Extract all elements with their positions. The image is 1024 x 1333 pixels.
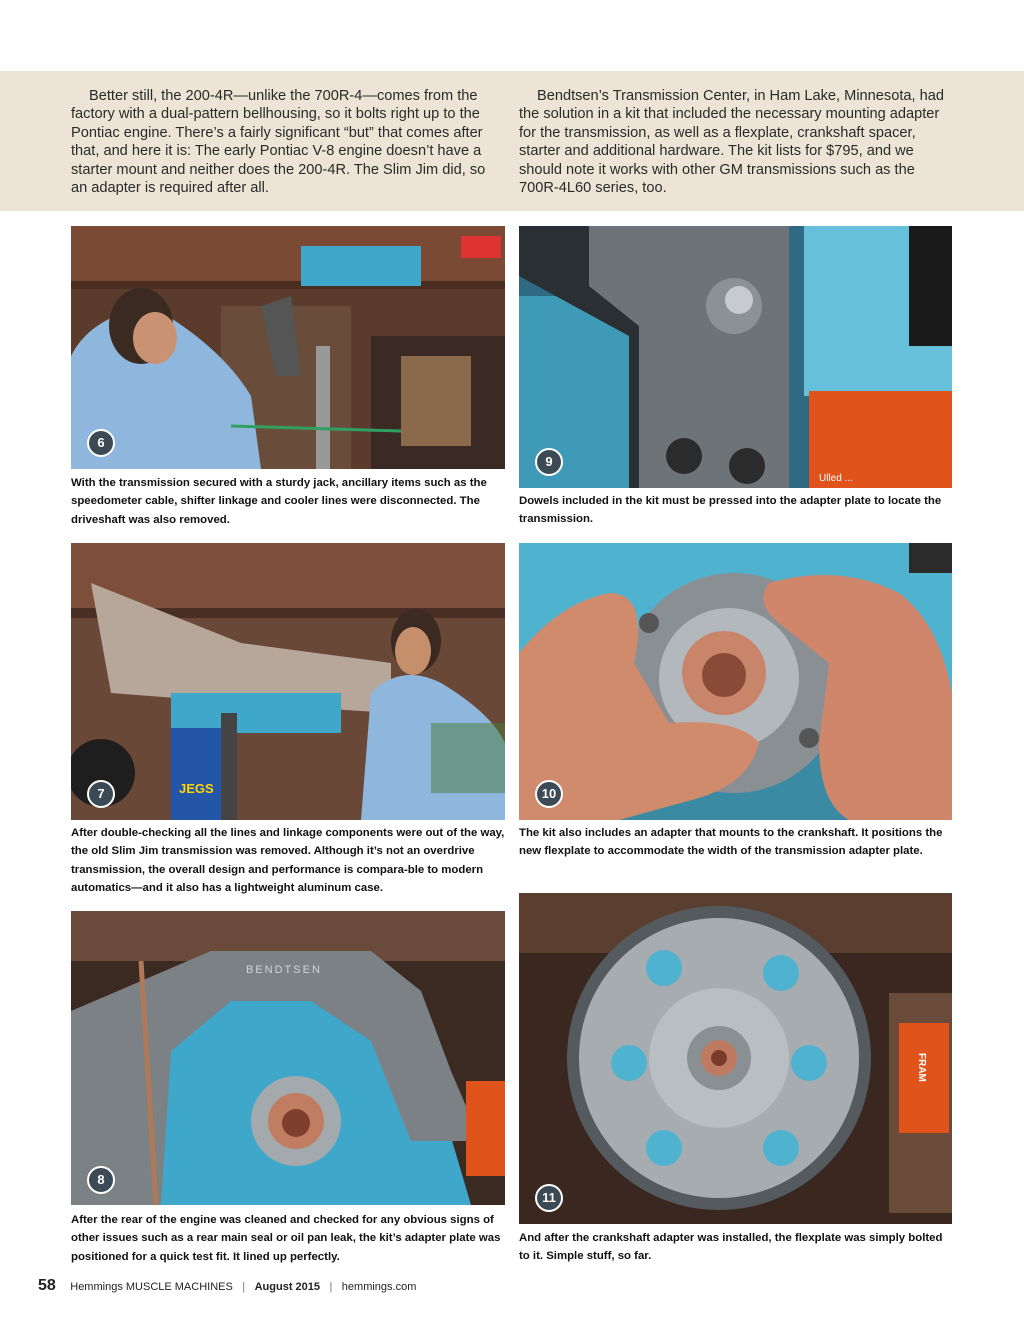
page-footer — [38, 1277, 416, 1297]
photo-caption: With the transmission secured with a sturdy jack, ancillary items such as the speedometer cable, shifter linkage and cooler lines were disconnected. The driveshaft was also removed. — [71, 477, 487, 526]
photo-number-badge: 7 — [87, 780, 115, 808]
photo-11 — [519, 893, 952, 1224]
magazine-name: Hemmings MUSCLE MACHINES — [70, 1281, 233, 1293]
filter-label: Ulled ... — [819, 473, 853, 484]
photo-9 — [519, 226, 952, 488]
photo-8 — [71, 911, 505, 1205]
photo-number-badge: 6 — [87, 429, 115, 457]
issue-date: August 2015 — [254, 1281, 321, 1293]
photo-number-badge: 8 — [87, 1166, 115, 1194]
photo-number-badge: 9 — [535, 448, 563, 476]
photo-7 — [71, 543, 505, 820]
footer-separator: | — [329, 1281, 333, 1293]
photo-caption: After double-checking all the lines and linkage components were out of the way, the old Slim Jim transmission was removed. Although it’s not an overdrive transmission, the overall design and performance is compara-ble to modern automatics—and it also has a lightweight aluminum case. — [71, 827, 505, 894]
photo-10 — [519, 543, 952, 820]
photo-number-badge: 10 — [535, 780, 563, 808]
intro-paragraph-left: Better still, the 200-4R—unlike the 700R-4—comes from the factory with a dual-pattern bellhousing, so it bolts right up to the Pontiac engine. There’s a fairly significant “but” that comes after that, and here it is: The early Pontiac V-8 engine doesn’t have a starter mount and neither does the 200-4R. The Slim Jim did, so an adapter is required after all. — [71, 88, 486, 197]
photo-caption: Dowels included in the kit must be pressed into the adapter plate to locate the transmission. — [519, 495, 942, 526]
photo-caption: The kit also includes an adapter that mounts to the crankshaft. It positions the new flexplate to accommodate the width of the transmission adapter plate. — [519, 827, 943, 858]
footer-separator: | — [242, 1281, 246, 1293]
photo-caption: After the rear of the engine was cleaned and checked for any obvious signs of other issues such as a rear main seal or oil pan leak, the kit’s adapter plate was positioned for a quick test fit. It lined up perfectly. — [71, 1214, 501, 1263]
plate-brand-text: BENDTSEN — [246, 964, 322, 976]
photo-number-badge: 11 — [535, 1184, 563, 1212]
jack-label: JEGS — [179, 781, 214, 796]
photo-6 — [71, 226, 505, 469]
photo-caption: And after the crankshaft adapter was installed, the flexplate was simply bolted to it. Simple stuff, so far. — [519, 1232, 943, 1263]
page-number: 58 — [38, 1277, 56, 1294]
website-text: hemmings.com — [341, 1281, 417, 1293]
intro-paragraph-right: Bendtsen’s Transmission Center, in Ham Lake, Minnesota, had the solution in a kit that included the necessary mounting adapter for the transmission, as well as a flexplate, crankshaft spacer, starter and additional hardware. The kit lists for $795, and we should note it works with other GM transmissions such as the 700R-4L60 series, too. — [519, 88, 944, 197]
filter-brand-text: FRAM — [916, 1053, 927, 1082]
